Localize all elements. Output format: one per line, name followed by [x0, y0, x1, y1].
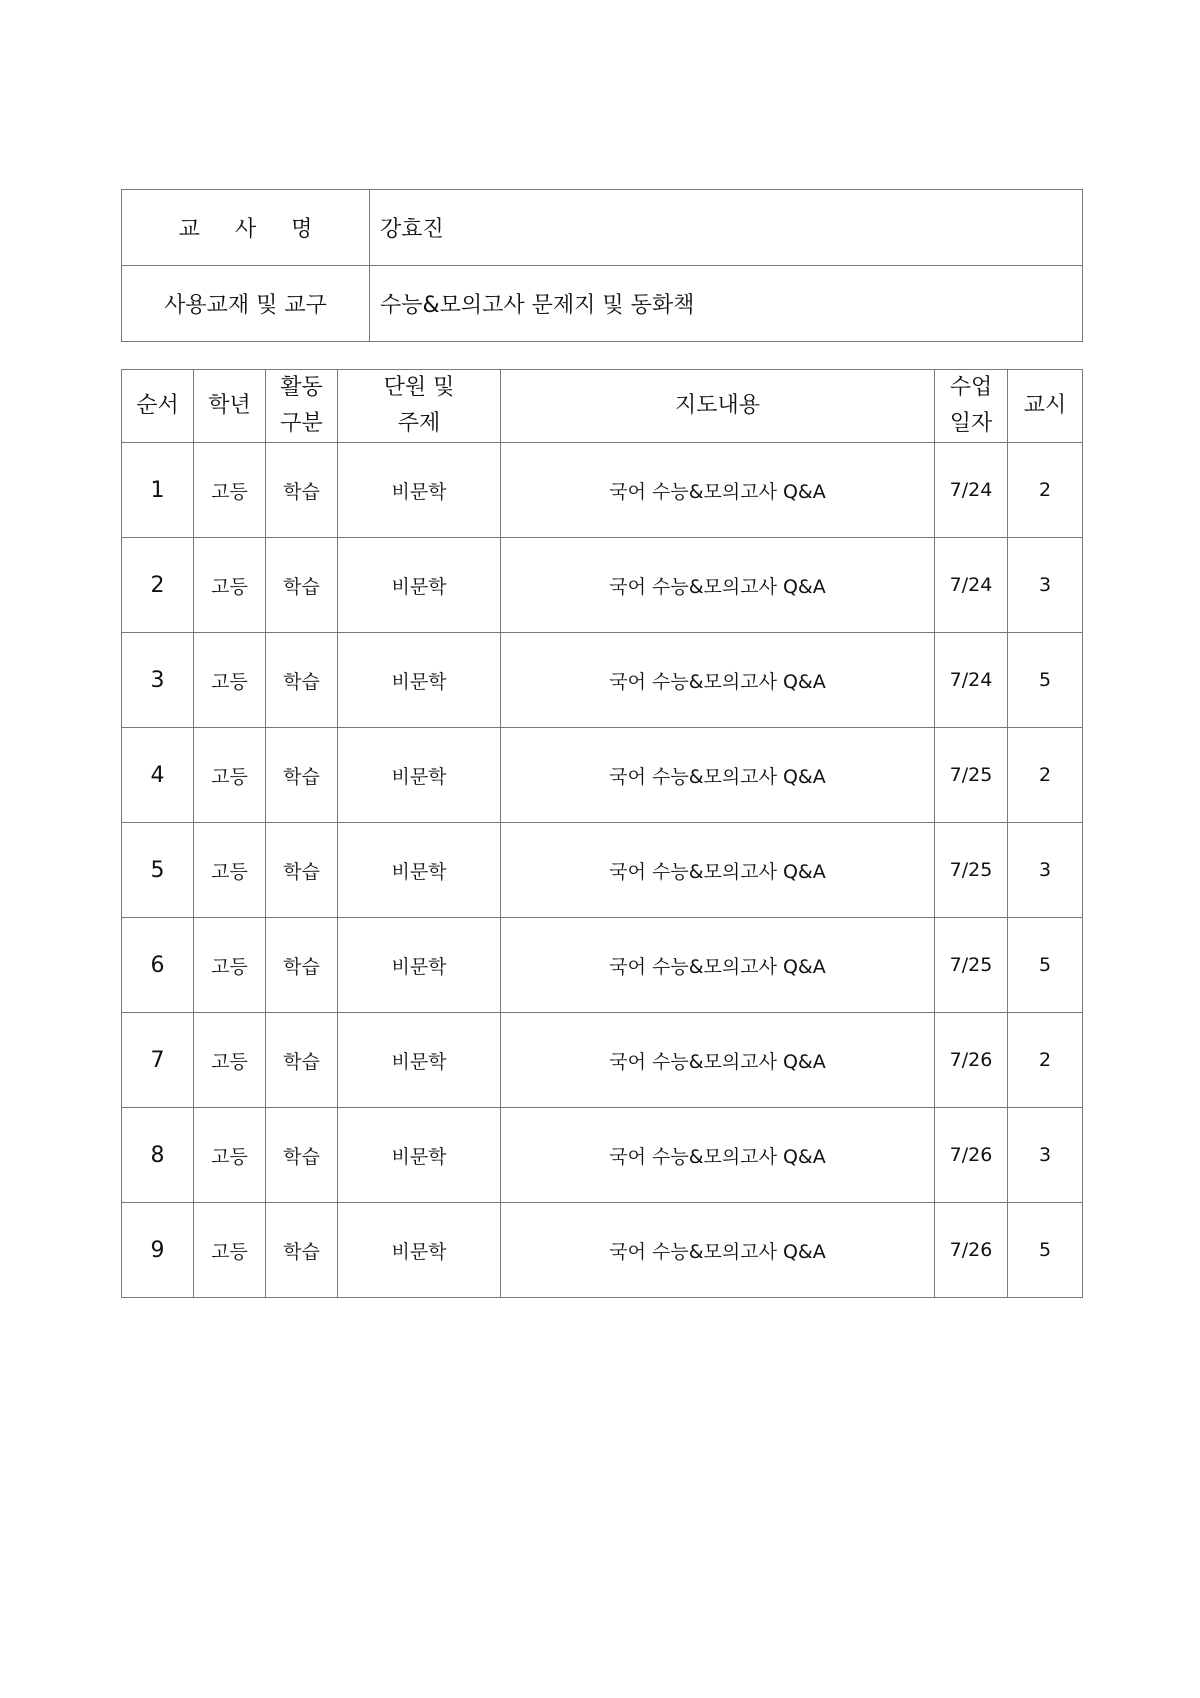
- table-row: [122, 728, 1083, 823]
- teacher-info-table: [121, 189, 1083, 342]
- row-order: 5: [122, 823, 194, 918]
- schedule-header-row: [122, 370, 1083, 443]
- row-period: 5: [1008, 633, 1083, 728]
- row-unit: 비문학: [338, 1203, 501, 1298]
- header-unit-line2: 주제: [397, 411, 441, 436]
- row-unit: 비문학: [338, 728, 501, 823]
- row-content: 국어 수능&모의고사 Q&A: [501, 918, 935, 1013]
- header-date: [935, 370, 1008, 443]
- row-date: 7/24: [935, 633, 1008, 728]
- header-date-line2: 일자: [949, 411, 993, 436]
- materials-row: [122, 266, 1083, 342]
- row-unit: 비문학: [338, 918, 501, 1013]
- teacher-name: 강효진: [370, 190, 1083, 266]
- row-activity: 학습: [266, 1108, 338, 1203]
- row-activity: 학습: [266, 443, 338, 538]
- row-unit: 비문학: [338, 633, 501, 728]
- header-period: 교시: [1008, 370, 1083, 443]
- row-content: 국어 수능&모의고사 Q&A: [501, 728, 935, 823]
- row-content: 국어 수능&모의고사 Q&A: [501, 1013, 935, 1108]
- table-row: [122, 633, 1083, 728]
- table-row: [122, 1013, 1083, 1108]
- header-unit: [338, 370, 501, 443]
- header-order: 순서: [122, 370, 194, 443]
- table-row: [122, 823, 1083, 918]
- row-activity: 학습: [266, 728, 338, 823]
- row-date: 7/26: [935, 1013, 1008, 1108]
- row-order: 7: [122, 1013, 194, 1108]
- row-grade: 고등: [194, 918, 266, 1013]
- table-row: [122, 443, 1083, 538]
- row-activity: 학습: [266, 918, 338, 1013]
- row-unit: 비문학: [338, 443, 501, 538]
- row-activity: 학습: [266, 633, 338, 728]
- header-activity: [266, 370, 338, 443]
- table-row: [122, 538, 1083, 633]
- table-row: [122, 918, 1083, 1013]
- row-grade: 고등: [194, 633, 266, 728]
- row-date: 7/25: [935, 823, 1008, 918]
- teacher-row: [122, 190, 1083, 266]
- row-period: 5: [1008, 1203, 1083, 1298]
- materials-label: 사용교재 및 교구: [122, 266, 370, 342]
- row-grade: 고등: [194, 1108, 266, 1203]
- row-date: 7/26: [935, 1203, 1008, 1298]
- row-grade: 고등: [194, 1203, 266, 1298]
- row-unit: 비문학: [338, 1108, 501, 1203]
- row-period: 3: [1008, 1108, 1083, 1203]
- row-period: 5: [1008, 918, 1083, 1013]
- row-unit: 비문학: [338, 538, 501, 633]
- row-activity: 학습: [266, 538, 338, 633]
- header-grade: 학년: [194, 370, 266, 443]
- row-period: 3: [1008, 823, 1083, 918]
- row-date: 7/24: [935, 538, 1008, 633]
- row-order: 2: [122, 538, 194, 633]
- row-order: 3: [122, 633, 194, 728]
- header-unit-line1: 단원 및: [383, 375, 455, 400]
- row-content: 국어 수능&모의고사 Q&A: [501, 633, 935, 728]
- row-grade: 고등: [194, 443, 266, 538]
- table-row: [122, 1108, 1083, 1203]
- table-row: [122, 1203, 1083, 1298]
- teacher-label: 교 사 명: [122, 190, 370, 266]
- header-activity-line1: 활동: [280, 375, 323, 400]
- row-unit: 비문학: [338, 1013, 501, 1108]
- row-date: 7/25: [935, 728, 1008, 823]
- materials-value: 수능&모의고사 문제지 및 동화책: [370, 266, 1083, 342]
- row-content: 국어 수능&모의고사 Q&A: [501, 823, 935, 918]
- row-grade: 고등: [194, 728, 266, 823]
- row-order: 4: [122, 728, 194, 823]
- row-order: 1: [122, 443, 194, 538]
- row-activity: 학습: [266, 823, 338, 918]
- row-order: 6: [122, 918, 194, 1013]
- row-activity: 학습: [266, 1203, 338, 1298]
- row-period: 3: [1008, 538, 1083, 633]
- row-grade: 고등: [194, 1013, 266, 1108]
- row-content: 국어 수능&모의고사 Q&A: [501, 1203, 935, 1298]
- row-content: 국어 수능&모의고사 Q&A: [501, 1108, 935, 1203]
- row-period: 2: [1008, 728, 1083, 823]
- header-date-line1: 수업: [949, 375, 993, 400]
- row-grade: 고등: [194, 538, 266, 633]
- row-date: 7/24: [935, 443, 1008, 538]
- row-date: 7/25: [935, 918, 1008, 1013]
- row-content: 국어 수능&모의고사 Q&A: [501, 538, 935, 633]
- row-activity: 학습: [266, 1013, 338, 1108]
- header-activity-line2: 구분: [280, 411, 323, 436]
- row-order: 8: [122, 1108, 194, 1203]
- row-content: 국어 수능&모의고사 Q&A: [501, 443, 935, 538]
- row-order: 9: [122, 1203, 194, 1298]
- row-grade: 고등: [194, 823, 266, 918]
- row-date: 7/26: [935, 1108, 1008, 1203]
- row-period: 2: [1008, 1013, 1083, 1108]
- schedule-table: [121, 369, 1083, 1298]
- header-content: 지도내용: [501, 370, 935, 443]
- row-unit: 비문학: [338, 823, 501, 918]
- row-period: 2: [1008, 443, 1083, 538]
